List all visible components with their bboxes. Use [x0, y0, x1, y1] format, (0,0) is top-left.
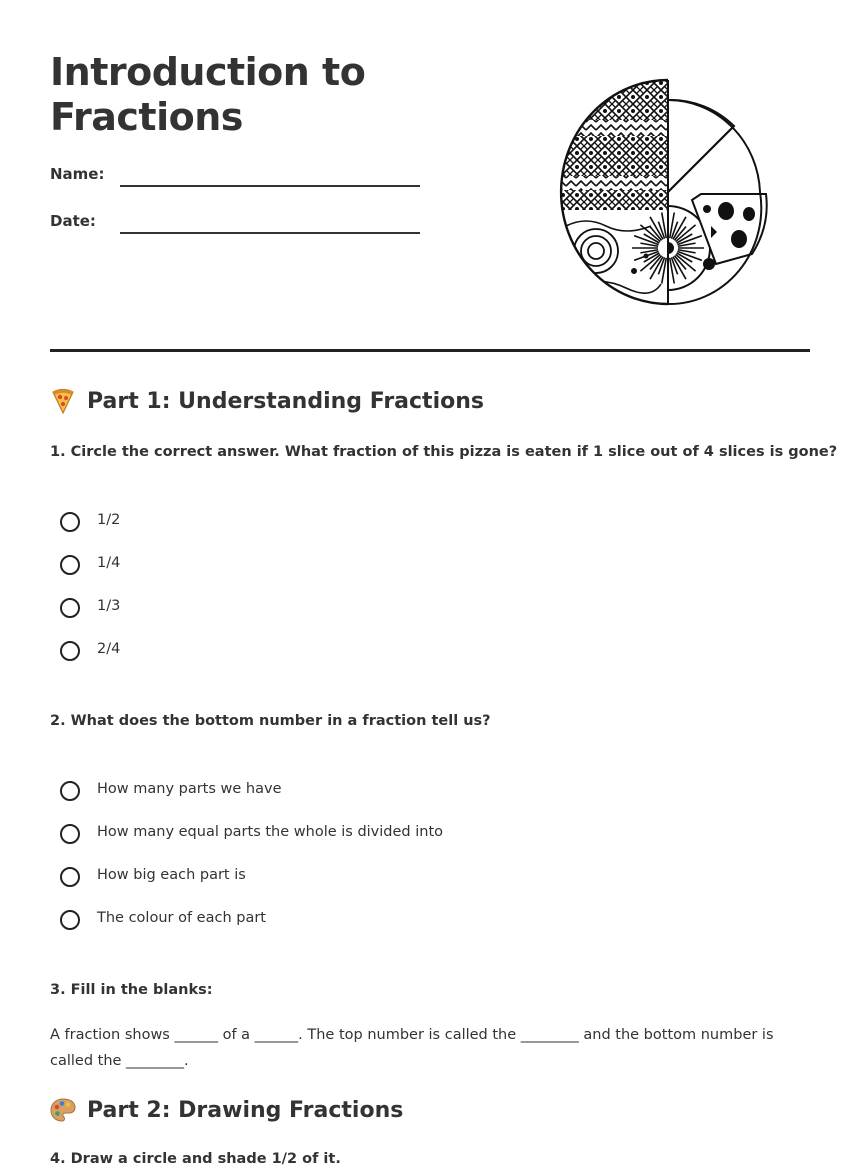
- palette-icon: [50, 1097, 76, 1123]
- name-label: Name:: [50, 165, 105, 183]
- q1-option-label: 1/3: [97, 598, 121, 614]
- part1-heading: [50, 388, 484, 414]
- question-2: 2. What does the bottom number in a fraction tell us?: [50, 713, 491, 729]
- q2-option-3[interactable]: [60, 863, 246, 887]
- pizza-illustration: [556, 76, 776, 308]
- q2-radio-2[interactable]: [60, 824, 80, 844]
- q1-radio-3[interactable]: [60, 598, 80, 618]
- pizza-left-half: [556, 76, 668, 304]
- q1-option-3[interactable]: [60, 594, 120, 618]
- q2-option-2[interactable]: [60, 820, 443, 844]
- name-line[interactable]: [120, 185, 420, 187]
- fill-in-blanks-text: A fraction shows ______ of a ______. The top number is called the ________ and the bottom number is called the ________.: [50, 1027, 774, 1069]
- q2-radio-4[interactable]: [60, 910, 80, 930]
- date-line[interactable]: [120, 232, 420, 234]
- q2-option-4[interactable]: [60, 906, 266, 930]
- q1-radio-4[interactable]: [60, 641, 80, 661]
- page-title: Introduction to Fractions: [50, 50, 366, 139]
- q1-option-label: 2/4: [97, 641, 121, 657]
- q2-option-1[interactable]: [60, 777, 282, 801]
- q2-option-label: How many parts we have: [97, 781, 282, 797]
- name-field[interactable]: [50, 165, 420, 195]
- date-field[interactable]: [50, 212, 420, 242]
- q2-option-label: The colour of each part: [97, 910, 266, 926]
- header-divider: [50, 349, 810, 352]
- part2-heading: [50, 1097, 403, 1123]
- q1-option-label: 1/2: [97, 512, 121, 528]
- pizza-icon: [50, 388, 76, 414]
- q1-radio-1[interactable]: [60, 512, 80, 532]
- part2-heading-text: Part 2: Drawing Fractions: [87, 1097, 404, 1123]
- q2-option-label: How big each part is: [97, 867, 246, 883]
- q2-option-label: How many equal parts the whole is divided into: [97, 824, 444, 840]
- q1-option-4[interactable]: [60, 637, 120, 661]
- part1-heading-text: Part 1: Understanding Fractions: [87, 388, 484, 414]
- question-1: 1. Circle the correct answer. What fraction of this pizza is eaten if 1 slice out of 4 slices is gone?: [50, 444, 838, 460]
- date-label: Date:: [50, 212, 96, 230]
- question-4: 4. Draw a circle and shade 1/2 of it.: [50, 1151, 341, 1167]
- q2-radio-1[interactable]: [60, 781, 80, 801]
- q1-option-2[interactable]: [60, 551, 120, 575]
- q2-radio-3[interactable]: [60, 867, 80, 887]
- q1-option-label: 1/4: [97, 555, 121, 571]
- q1-option-1[interactable]: [60, 508, 120, 532]
- question-3: 3. Fill in the blanks:: [50, 982, 213, 998]
- q1-radio-2[interactable]: [60, 555, 80, 575]
